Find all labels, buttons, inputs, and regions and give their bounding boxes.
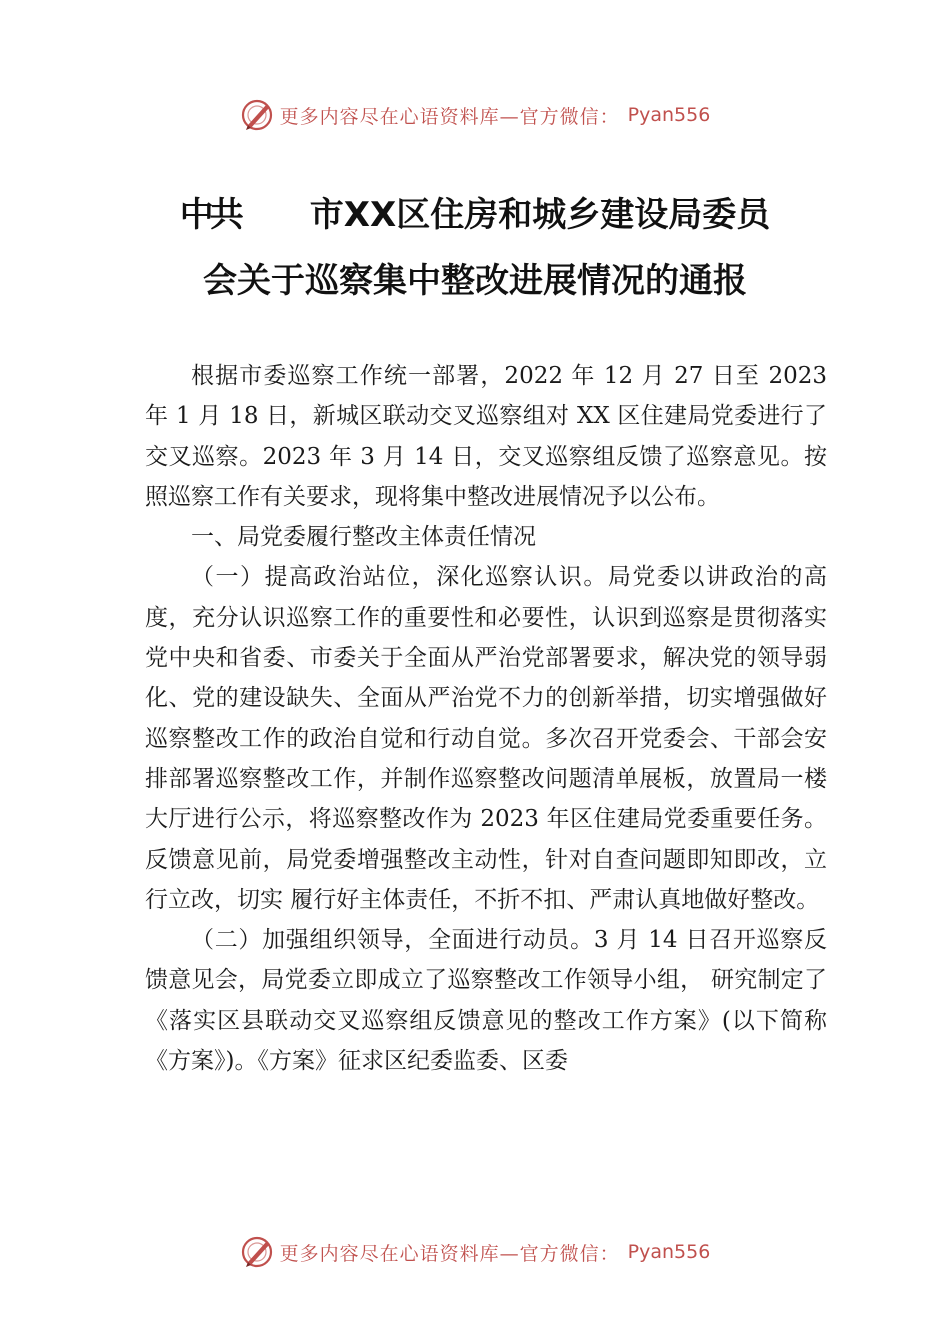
watermark-text: 更多内容尽在心语资料库—官方微信： (279, 105, 620, 128)
paragraph-subsection-2: （二）加强组织领导，全面进行动员。3 月 14 日召开巡察反馈意见会，局党委立即成立了巡察整改工作领导小组， 研究制定了《落实区县联动交叉巡察组反馈意见的整改工作方案》(以下简称《方案》)。《方案》征求区纪委监委、区委 (145, 927, 827, 1075)
watermark-wechat-handle: Pyan556 (627, 1241, 711, 1263)
title-line-1-text: 市XX区住房和城乡建设局委员 (309, 195, 771, 235)
paragraph-intro: 根据市委巡察工作统一部署，2022 年 12 月 27 日至 2023 年 1 月 18 日，新城区联动交叉巡察组对 XX 区住建局党委进行了交叉巡察。2023 年 3 月 14 日，交叉巡察组反馈了巡察意见。按照巡察工作有关要求，现将集中整改进展情况予以公布。 (145, 363, 827, 510)
document-body (145, 356, 827, 1081)
watermark-text: 更多内容尽在心语资料库—官方微信： (279, 1242, 620, 1265)
title-line-1 (0, 182, 950, 248)
document-title (0, 182, 950, 314)
paragraph-subsection-1: （一）提高政治站位，深化巡察认识。局党委以讲政治的高度，充分认识巡察工作的重要性和必要性，认识到巡察是贯彻落实党中央和省委、市委关于全面从严治党部署要求，解决党的领导弱化、党的建设缺失、全面从严治党不力的创新举措，切实增强做好巡察整改工作的政治自觉和行动自觉。多次召开党委会、干部会安排部署巡察整改工作，并制作巡察整改问题清单展板，放置局一楼大厅进行公示，将巡察整改作为 2023 年区住建局党委重要任务。反馈意见前，局党委增强整改主动性，针对自查问题即知即改，立行立改，切实 履行好主体责任，不折不扣、严肃认真地做好整改。 (145, 564, 827, 913)
section-heading-1: 一、局党委履行整改主体责任情况 (191, 524, 536, 551)
title-garbled-prefix: 中共 (179, 195, 240, 235)
pen-seal-logo-icon (240, 98, 274, 132)
watermark-footer (0, 1232, 950, 1272)
pen-seal-logo-icon (240, 1235, 274, 1269)
watermark-wechat-handle: Pyan556 (627, 104, 711, 126)
watermark-header (0, 95, 950, 135)
title-line-2: 会关于巡察集中整改进展情况的通报 (203, 261, 747, 301)
